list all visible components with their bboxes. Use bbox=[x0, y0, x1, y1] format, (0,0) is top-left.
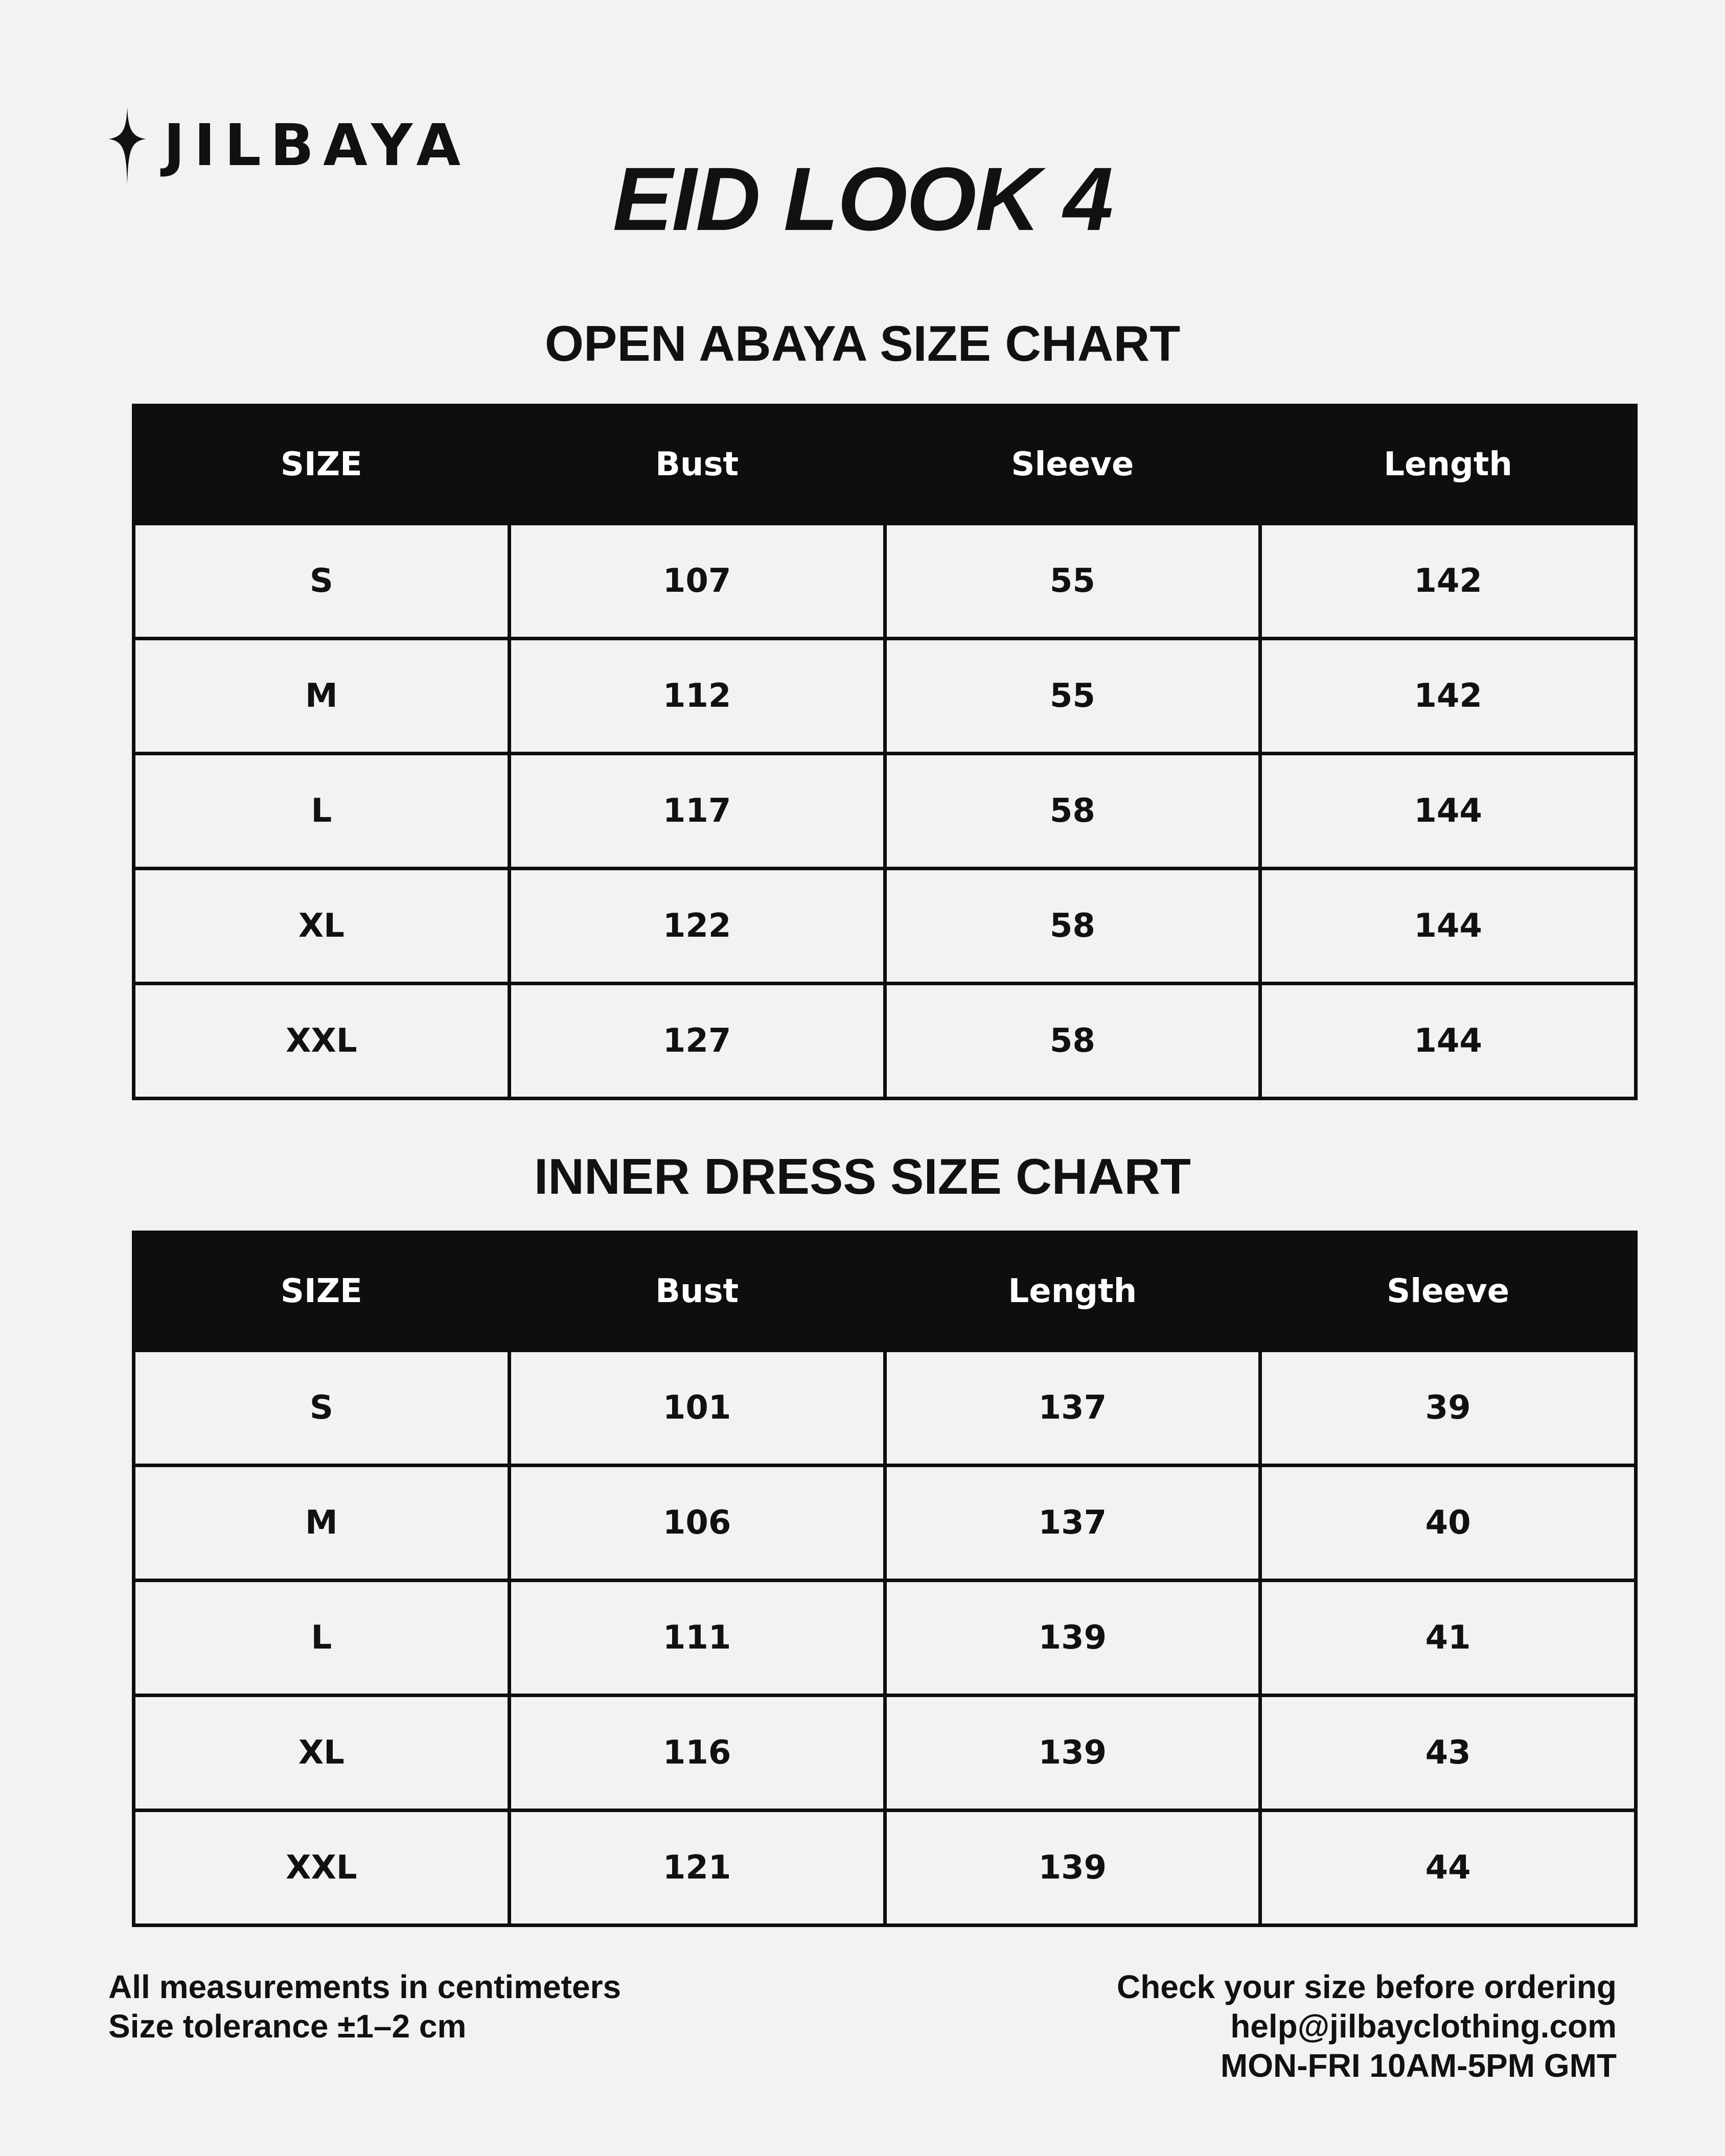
table-cell: 44 bbox=[1260, 1811, 1636, 1926]
table-cell: 55 bbox=[885, 524, 1260, 639]
units-note: All measurements in centimeters bbox=[108, 1968, 622, 2005]
table-header-row bbox=[134, 406, 1636, 524]
table-cell: 142 bbox=[1260, 639, 1636, 754]
table-cell: L bbox=[134, 754, 510, 869]
page-title: EID LOOK 4 bbox=[612, 149, 1113, 249]
abaya-chart-title: OPEN ABAYA SIZE CHART bbox=[544, 315, 1181, 372]
table-row bbox=[134, 1466, 1636, 1581]
table-cell: 106 bbox=[509, 1466, 885, 1581]
table-row bbox=[134, 1696, 1636, 1811]
column-header: SIZE bbox=[134, 1233, 510, 1351]
table-cell: 139 bbox=[885, 1581, 1260, 1696]
table-cell: 127 bbox=[509, 984, 885, 1099]
table-cell: 117 bbox=[509, 754, 885, 869]
table-cell: 142 bbox=[1260, 524, 1636, 639]
table-cell: 144 bbox=[1260, 869, 1636, 984]
support-email: help@jilbayclothing.com bbox=[1230, 2008, 1617, 2045]
column-header: Bust bbox=[509, 1233, 885, 1351]
column-header: Length bbox=[885, 1233, 1260, 1351]
contact-info bbox=[1117, 1967, 1617, 2085]
abaya-size-table bbox=[132, 404, 1638, 1100]
table-cell: 112 bbox=[509, 639, 885, 754]
table-cell: M bbox=[134, 639, 510, 754]
dress-chart-title: INNER DRESS SIZE CHART bbox=[534, 1148, 1191, 1204]
table-cell: 137 bbox=[885, 1351, 1260, 1466]
table-cell: 116 bbox=[509, 1696, 885, 1811]
column-header: Sleeve bbox=[885, 406, 1260, 524]
table-cell: M bbox=[134, 1466, 510, 1581]
table-cell: 58 bbox=[885, 754, 1260, 869]
table-row bbox=[134, 1581, 1636, 1696]
table-row bbox=[134, 754, 1636, 869]
table-cell: 107 bbox=[509, 524, 885, 639]
table-cell: 58 bbox=[885, 869, 1260, 984]
table-row bbox=[134, 524, 1636, 639]
table-row bbox=[134, 639, 1636, 754]
table-cell: XXL bbox=[134, 984, 510, 1099]
table-cell: 55 bbox=[885, 639, 1260, 754]
table-cell: 39 bbox=[1260, 1351, 1636, 1466]
table-cell: 137 bbox=[885, 1466, 1260, 1581]
table-cell: 58 bbox=[885, 984, 1260, 1099]
table-cell: 144 bbox=[1260, 984, 1636, 1099]
table-cell: 144 bbox=[1260, 754, 1636, 869]
column-header: Length bbox=[1260, 406, 1636, 524]
table-cell: 139 bbox=[885, 1696, 1260, 1811]
table-header-row bbox=[134, 1233, 1636, 1351]
brand-wordmark: JILBAYA bbox=[164, 112, 470, 179]
table-cell: 139 bbox=[885, 1811, 1260, 1926]
table-row bbox=[134, 1351, 1636, 1466]
table-cell: 122 bbox=[509, 869, 885, 984]
ordering-note: Check your size before ordering bbox=[1116, 1968, 1617, 2005]
table-cell: XXL bbox=[134, 1811, 510, 1926]
table-row bbox=[134, 1811, 1636, 1926]
table-row bbox=[134, 869, 1636, 984]
table-cell: S bbox=[134, 524, 510, 639]
table-cell: L bbox=[134, 1581, 510, 1696]
support-hours: MON-FRI 10AM-5PM GMT bbox=[1220, 2047, 1617, 2084]
table-cell: 121 bbox=[509, 1811, 885, 1926]
table-cell: XL bbox=[134, 869, 510, 984]
table-cell: 43 bbox=[1260, 1696, 1636, 1811]
column-header: Sleeve bbox=[1260, 1233, 1636, 1351]
table-row bbox=[134, 984, 1636, 1099]
table-cell: 41 bbox=[1260, 1581, 1636, 1696]
column-header: Bust bbox=[509, 406, 885, 524]
table-cell: 40 bbox=[1260, 1466, 1636, 1581]
table-cell: 101 bbox=[509, 1351, 885, 1466]
measurement-notes bbox=[108, 1967, 621, 2046]
dress-size-table bbox=[132, 1231, 1638, 1927]
table-cell: S bbox=[134, 1351, 510, 1466]
tolerance-note: Size tolerance ±1–2 cm bbox=[108, 2008, 467, 2045]
table-cell: XL bbox=[134, 1696, 510, 1811]
column-header: SIZE bbox=[134, 406, 510, 524]
table-cell: 111 bbox=[509, 1581, 885, 1696]
